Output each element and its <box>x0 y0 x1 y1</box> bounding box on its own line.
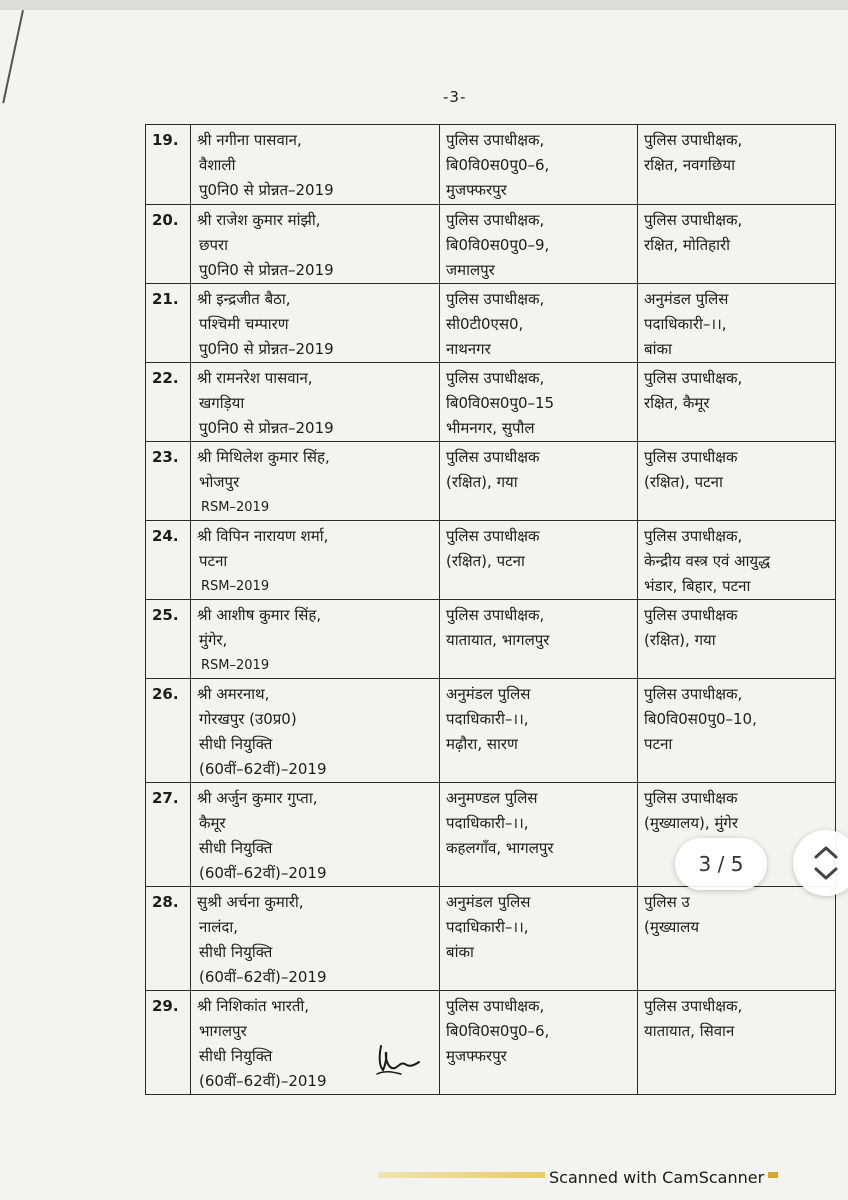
name-line: श्री रामनरेश पासवान, <box>197 369 313 387</box>
table-row <box>146 125 836 205</box>
current-posting-cell <box>440 125 638 205</box>
name-line: गोरखपुर (उ0प्र0) <box>199 710 297 728</box>
table-row <box>146 991 836 1095</box>
table-row <box>146 679 836 783</box>
officer-name-cell <box>191 442 440 521</box>
name-line: श्री निशिकांत भारती, <box>197 997 310 1015</box>
to-line: पुलिस उपाधीक्षक, <box>644 369 743 387</box>
from-line: मुजफ्फरपुर <box>446 1047 507 1065</box>
table-row <box>146 363 836 442</box>
name-line: RSM–2019 <box>201 500 270 515</box>
table-row <box>146 442 836 521</box>
from-line: भीमनगर, सुपौल <box>446 419 535 437</box>
serial-number: 24. <box>146 521 191 600</box>
officer-name-cell <box>191 205 440 284</box>
from-line: पुलिस उपाधीक्षक, <box>446 290 545 308</box>
to-line: पुलिस उपाधीक्षक, <box>644 211 743 229</box>
name-line: सुश्री अर्चना कुमारी, <box>197 893 304 911</box>
to-line: (मुख्यालय <box>644 918 700 936</box>
serial-number: 20. <box>146 205 191 284</box>
serial-number: 21. <box>146 284 191 363</box>
from-line: मुजफ्फरपुर <box>446 181 507 199</box>
signature <box>373 1040 433 1080</box>
from-line: बि0वि0स0पु0–15 <box>446 394 555 412</box>
name-line: श्री राजेश कुमार मांझी, <box>197 211 321 229</box>
officer-name-cell <box>191 363 440 442</box>
officer-name-cell <box>191 887 440 991</box>
current-posting-cell <box>440 442 638 521</box>
name-line: सीधी नियुक्ति <box>199 735 273 753</box>
from-line: सी0टी0एस0, <box>446 315 524 333</box>
to-line: रक्षित, कैमूर <box>644 394 710 412</box>
name-line: श्री इन्द्रजीत बैठा, <box>197 290 291 308</box>
from-line: पुलिस उपाधीक्षक <box>446 527 540 545</box>
from-line: बांका <box>446 943 474 961</box>
name-line: भोजपुर <box>199 473 240 491</box>
to-line: बि0वि0स0पु0–10, <box>644 710 757 728</box>
current-posting-cell <box>440 363 638 442</box>
from-line: पदाधिकारी–।।, <box>446 918 529 936</box>
table-row <box>146 205 836 284</box>
to-line: रक्षित, नवगछिया <box>644 156 735 174</box>
current-posting-cell <box>440 887 638 991</box>
to-line: (रक्षित), गया <box>644 631 716 649</box>
chevron-up-down-icon <box>811 844 841 882</box>
from-line: नाथनगर <box>446 340 491 358</box>
new-posting-cell <box>638 600 836 679</box>
officer-name-cell <box>191 521 440 600</box>
officer-name-cell <box>191 600 440 679</box>
name-line: सीधी नियुक्ति <box>199 1047 273 1065</box>
current-posting-cell <box>440 205 638 284</box>
serial-number: 27. <box>146 783 191 887</box>
new-posting-cell <box>638 363 836 442</box>
to-line: पुलिस उपाधीक्षक, <box>644 131 743 149</box>
page-top-edge <box>0 0 848 10</box>
name-line: RSM–2019 <box>201 579 270 594</box>
from-line: बि0वि0स0पु0–6, <box>446 156 550 174</box>
to-line: पटना <box>644 735 673 753</box>
to-line: अनुमंडल पुलिस <box>644 290 729 308</box>
table-row <box>146 887 836 991</box>
to-line: पुलिस उपाधीक्षक, <box>644 527 743 545</box>
serial-number: 29. <box>146 991 191 1095</box>
current-posting-cell <box>440 521 638 600</box>
from-line: बि0वि0स0पु0–9, <box>446 236 550 254</box>
name-line: भागलपुर <box>199 1022 247 1040</box>
name-line: सीधी नियुक्ति <box>199 839 273 857</box>
name-line: पु0नि0 से प्रोन्नत–2019 <box>199 181 334 199</box>
from-line: (रक्षित), गया <box>446 473 518 491</box>
to-line: केन्द्रीय वस्त्र एवं आयुद्ध <box>644 552 771 570</box>
to-line: (रक्षित), पटना <box>644 473 723 491</box>
from-line: पुलिस उपाधीक्षक, <box>446 131 545 149</box>
name-line: पटना <box>199 552 228 570</box>
from-line: अनुमंडल पुलिस <box>446 685 531 703</box>
officer-name-cell <box>191 679 440 783</box>
new-posting-cell <box>638 284 836 363</box>
to-line: पुलिस उपाधीक्षक <box>644 448 738 466</box>
name-line: श्री नगीना पासवान, <box>197 131 302 149</box>
name-line: कैमूर <box>199 814 226 832</box>
name-line: (60वीं–62वीं)–2019 <box>199 760 327 778</box>
scanner-watermark: Scanned with CamScanner <box>545 1168 768 1187</box>
page-number: -3- <box>443 88 467 106</box>
table-row <box>146 521 836 600</box>
transfer-table <box>145 124 836 1095</box>
name-line: पु0नि0 से प्रोन्नत–2019 <box>199 419 334 437</box>
name-line: (60वीं–62वीं)–2019 <box>199 968 327 986</box>
name-line: सीधी नियुक्ति <box>199 943 273 961</box>
current-posting-cell <box>440 600 638 679</box>
name-line: श्री विपिन नारायण शर्मा, <box>197 527 329 545</box>
officer-name-cell <box>191 284 440 363</box>
serial-number: 23. <box>146 442 191 521</box>
name-line: पु0नि0 से प्रोन्नत–2019 <box>199 261 334 279</box>
from-line: पुलिस उपाधीक्षक, <box>446 211 545 229</box>
new-posting-cell <box>638 679 836 783</box>
to-line: रक्षित, मोतिहारी <box>644 236 731 254</box>
serial-number: 22. <box>146 363 191 442</box>
officer-name-cell <box>191 125 440 205</box>
to-line: बांका <box>644 340 672 358</box>
current-posting-cell <box>440 783 638 887</box>
from-line: पुलिस उपाधीक्षक <box>446 448 540 466</box>
table-row <box>146 284 836 363</box>
current-posting-cell <box>440 284 638 363</box>
table-body <box>146 125 836 1095</box>
new-posting-cell <box>638 205 836 284</box>
from-line: अनुमण्डल पुलिस <box>446 789 538 807</box>
current-posting-cell <box>440 679 638 783</box>
name-line: श्री अर्जुन कुमार गुप्ता, <box>197 789 318 807</box>
current-posting-cell <box>440 991 638 1095</box>
from-line: पुलिस उपाधीक्षक, <box>446 606 545 624</box>
from-line: पदाधिकारी–।।, <box>446 710 529 728</box>
name-line: वैशाली <box>199 156 236 174</box>
from-line: पदाधिकारी–।।, <box>446 814 529 832</box>
to-line: पुलिस उपाधीक्षक, <box>644 685 743 703</box>
name-line: पु0नि0 से प्रोन्नत–2019 <box>199 340 334 358</box>
to-line: पुलिस उपाधीक्षक, <box>644 997 743 1015</box>
to-line: (मुख्यालय), मुंगेर <box>644 814 738 832</box>
to-line: पुलिस उपाधीक्षक <box>644 606 738 624</box>
name-line: नालंदा, <box>199 918 238 936</box>
from-line: अनुमंडल पुलिस <box>446 893 531 911</box>
to-line: पुलिस उ <box>644 893 690 911</box>
pen-stroke-mark <box>2 10 24 103</box>
new-posting-cell <box>638 991 836 1095</box>
from-line: मढ़ौरा, सारण <box>446 735 518 753</box>
serial-number: 19. <box>146 125 191 205</box>
name-line: (60वीं–62वीं)–2019 <box>199 864 327 882</box>
name-line: (60वीं–62वीं)–2019 <box>199 1072 327 1090</box>
table-row <box>146 600 836 679</box>
name-line: छपरा <box>199 236 229 254</box>
new-posting-cell <box>638 887 836 991</box>
from-line: कहलगाँव, भागलपुर <box>446 839 554 857</box>
from-line: पुलिस उपाधीक्षक, <box>446 997 545 1015</box>
name-line: श्री मिथिलेश कुमार सिंह, <box>197 448 330 466</box>
serial-number: 28. <box>146 887 191 991</box>
officer-name-cell <box>191 783 440 887</box>
from-line: जमालपुर <box>446 261 495 279</box>
new-posting-cell <box>638 125 836 205</box>
to-line: भंडार, बिहार, पटना <box>644 577 751 595</box>
name-line: पश्चिमी चम्पारण <box>199 315 289 333</box>
to-line: पुलिस उपाधीक्षक <box>644 789 738 807</box>
page-indicator: 3 / 5 <box>675 838 767 890</box>
name-line: RSM–2019 <box>201 658 270 673</box>
to-line: यातायात, सिवान <box>644 1022 735 1040</box>
from-line: यातायात, भागलपुर <box>446 631 550 649</box>
serial-number: 26. <box>146 679 191 783</box>
from-line: बि0वि0स0पु0–6, <box>446 1022 550 1040</box>
name-line: खगड़िया <box>199 394 245 412</box>
from-line: पुलिस उपाधीक्षक, <box>446 369 545 387</box>
name-line: श्री अमरनाथ, <box>197 685 270 703</box>
from-line: (रक्षित), पटना <box>446 552 525 570</box>
name-line: श्री आशीष कुमार सिंह, <box>197 606 322 624</box>
new-posting-cell <box>638 442 836 521</box>
name-line: मुंगेर, <box>199 631 228 649</box>
to-line: पदाधिकारी–।।, <box>644 315 727 333</box>
serial-number: 25. <box>146 600 191 679</box>
new-posting-cell <box>638 521 836 600</box>
